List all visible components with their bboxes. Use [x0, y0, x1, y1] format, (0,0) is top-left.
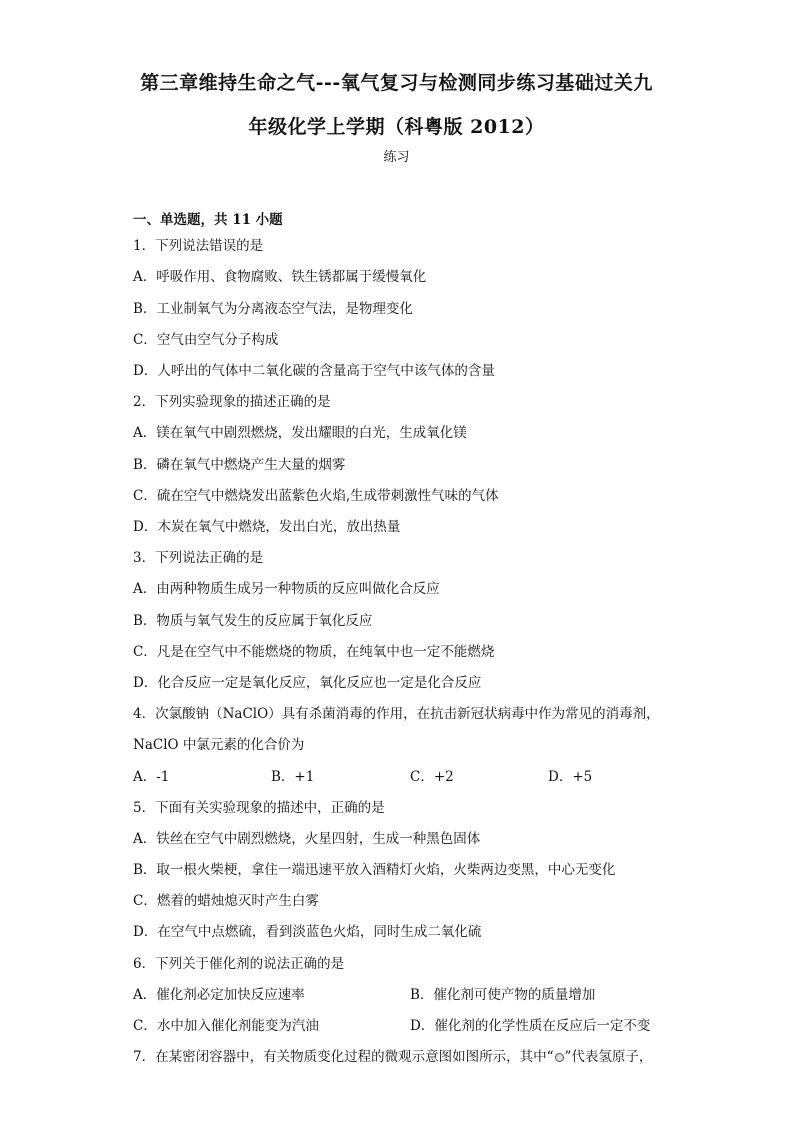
section-heading: 一、单选题，共 11 小题 [133, 212, 283, 228]
q3-option-d: D．化合反应一定是氧化反应，氧化反应也一定是化合反应 [133, 675, 482, 691]
q7-stem [133, 1045, 652, 1065]
q6-option-b: B．催化剂可使产物的质量增加 [410, 987, 596, 1003]
q4-stem-line2: NaClO 中氯元素的化合价为 [133, 737, 305, 753]
q4-option-a: A．-1 [133, 769, 170, 785]
q5-option-d: D．在空气中点燃硫，看到淡蓝色火焰，同时生成二氧化硫 [133, 924, 482, 940]
q1-option-d: D．人呼出的气体中二氧化碳的含量高于空气中该气体的含量 [133, 363, 495, 379]
q6-option-d: D．催化剂的化学性质在反应后一定不变 [410, 1018, 651, 1034]
q3-option-c: C．凡是在空气中不能燃烧的物质，在纯氧中也一定不能燃烧 [133, 644, 495, 660]
q2-option-c: C．硫在空气中燃烧发出蓝紫色火焰,生成带刺激性气味的气体 [133, 488, 499, 504]
q2-option-a: A．镁在氧气中剧烈燃烧，发出耀眼的白光，生成氧化镁 [133, 425, 467, 441]
q6-option-c: C．水中加入催化剂能变为汽油 [133, 1018, 319, 1034]
q1-option-a: A．呼吸作用、食物腐败、铁生锈都属于缓慢氧化 [133, 269, 427, 285]
doc-title-line2: 年级化学上学期（科粤版 2012） [248, 116, 545, 138]
q4-option-d: D．+5 [548, 769, 593, 785]
q1-option-b: B．工业制氧气为分离液态空气法，是物理变化 [133, 301, 413, 317]
q4-option-b: B．+1 [271, 769, 315, 785]
q4-option-c: C．+2 [410, 769, 454, 785]
q4-stem-line1: 4．次氯酸钠（NaClO）具有杀菌消毒的作用，在抗击新冠状病毒中作为常见的消毒剂， [133, 706, 660, 722]
q3-option-a: A．由两种物质生成另一种物质的反应叫做化合反应 [133, 581, 440, 597]
q5-option-c: C．燃着的蜡烛熄灭时产生白雾 [133, 893, 319, 909]
q3-option-b: B．物质与氧气发生的反应属于氧化反应 [133, 613, 373, 629]
q5-option-b: B．取一根火柴梗，拿住一端迅速平放入酒精灯火焰，火柴两边变黑，中心无变化 [133, 862, 616, 878]
q2-option-b: B．磷在氧气中燃烧产生大量的烟雾 [133, 457, 346, 473]
q5-option-a: A．铁丝在空气中剧烈燃烧，火星四射，生成一种黑色固体 [133, 831, 481, 847]
doc-title-line1: 第三章维持生命之气---氧气复习与检测同步练习基础过关九 [140, 72, 653, 94]
q6-stem: 6．下列关于催化剂的说法正确的是 [133, 956, 345, 972]
q3-stem: 3．下列说法正确的是 [133, 550, 264, 566]
q2-stem: 2．下列实验现象的描述正确的是 [133, 394, 331, 410]
q1-option-c: C．空气由空气分子构成 [133, 332, 279, 348]
q1-stem: 1．下列说法错误的是 [133, 238, 264, 254]
q7-stem-before: 7．在某密闭容器中，有关物质变化过程的微观示意图如图所示，其中“ [133, 1049, 554, 1065]
hydrogen-atom-icon [555, 1053, 564, 1062]
doc-subtitle: 练习 [383, 150, 410, 165]
q6-option-a: A．催化剂必定加快反应速率 [133, 987, 305, 1003]
q7-stem-after: ”代表氢原子， [564, 1049, 653, 1065]
q2-option-d: D．木炭在氧气中燃烧，发出白光，放出热量 [133, 519, 401, 535]
q5-stem: 5．下面有关实验现象的描述中，正确的是 [133, 800, 385, 816]
